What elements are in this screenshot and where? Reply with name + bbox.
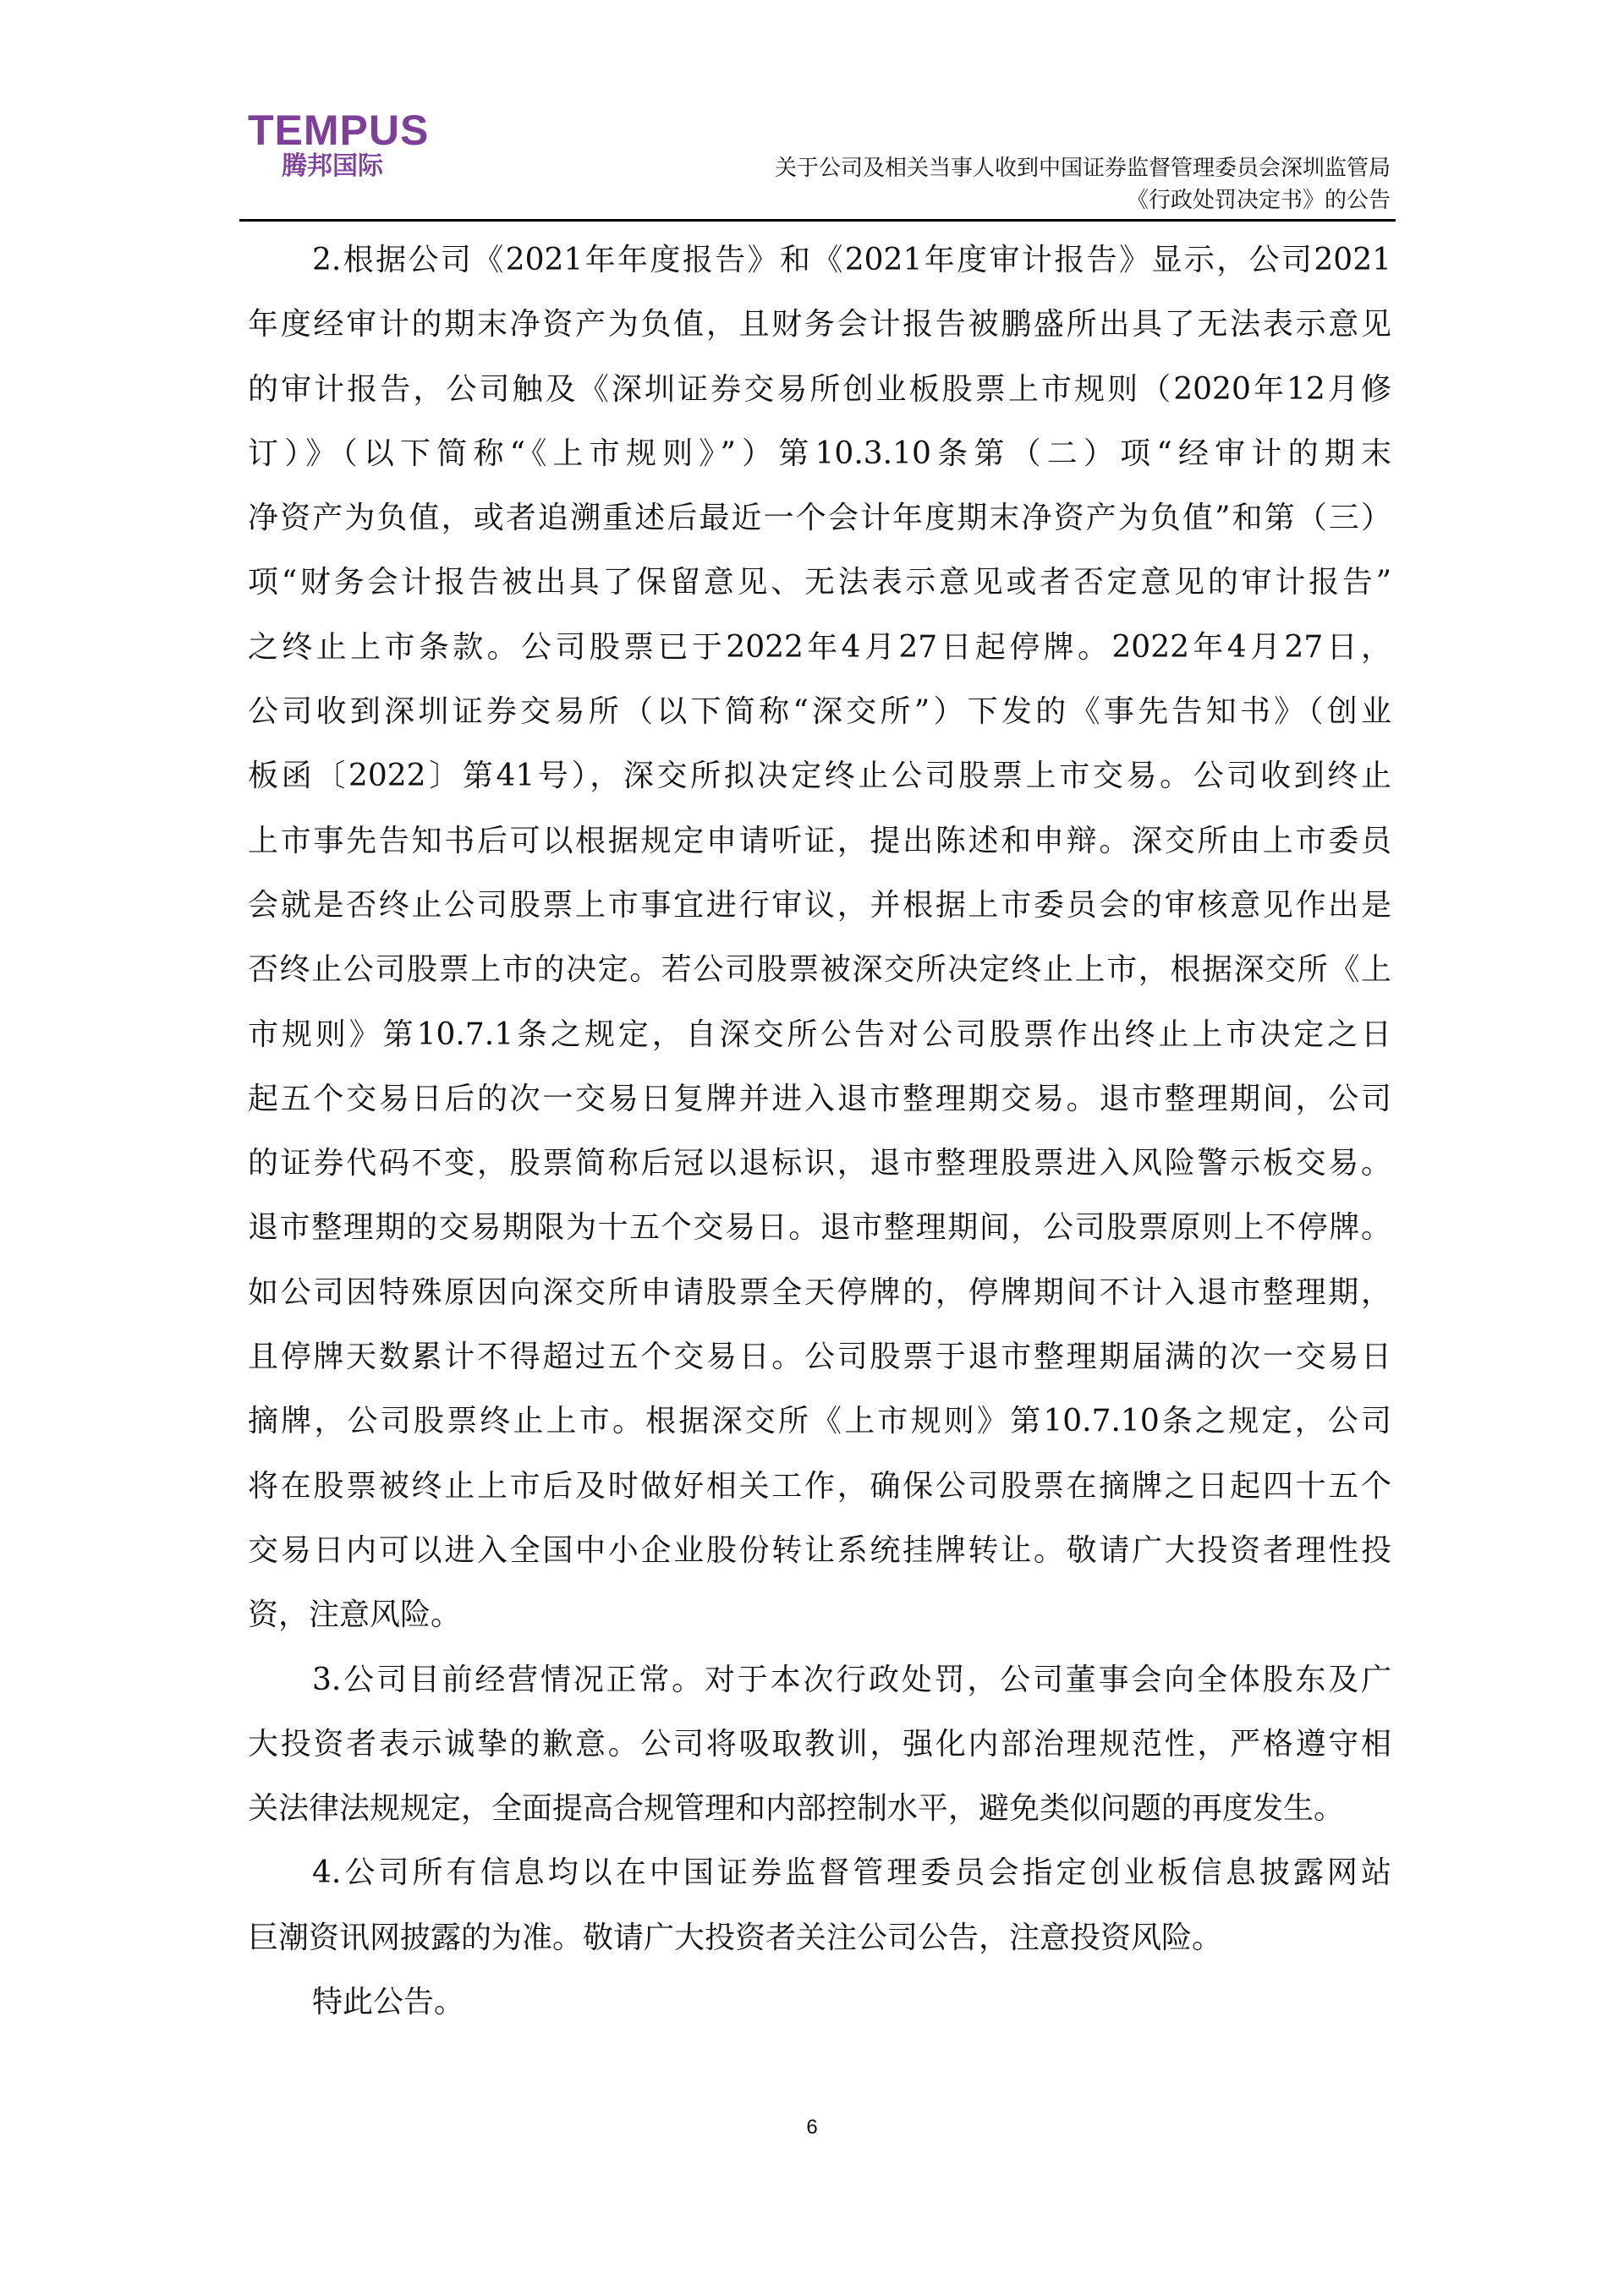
paragraph	[248, 1648, 1391, 1842]
text-line: 交易日内可以进入全国中小企业股份转让系统挂牌转让。敬请广大投资者理性投	[248, 1532, 1391, 1568]
text-line: 板函〔2022〕第41号），深交所拟决定终止公司股票上市交易。公司收到终止	[248, 759, 1391, 794]
text-line: 市规则》第10.7.1条之规定，自深交所公告对公司股票作出终止上市决定之日	[248, 1016, 1391, 1052]
text-line: 退市整理期的交易期限为十五个交易日。退市整理期间，公司股票原则上不停牌。	[248, 1210, 1391, 1246]
text-line: 上市事先告知书后可以根据规定申请听证，提出陈述和申辩。深交所由上市委员	[248, 823, 1391, 858]
header-rule	[239, 219, 1396, 222]
document-body	[248, 228, 1391, 2035]
text-line: 否终止公司股票上市的决定。若公司股票被深交所决定终止上市，根据深交所《上	[248, 952, 1391, 988]
header-title-line1: 关于公司及相关当事人收到中国证券监督管理委员会深圳监管局	[774, 156, 1391, 181]
text-line: 如公司因特殊原因向深交所申请股票全天停牌的，停牌期间不计入退市整理期，	[248, 1274, 1391, 1310]
paragraph	[248, 1970, 1391, 2035]
text-line: 摘牌，公司股票终止上市。根据深交所《上市规则》第10.7.10条之规定，公司	[248, 1404, 1391, 1439]
text-line: 公司收到深圳证券交易所（以下简称“深交所”）下发的《事先告知书》（创业	[248, 694, 1391, 730]
text-line: 大投资者表示诚挚的歉意。公司将吸取教训，强化内部治理规范性，严格遵守相	[248, 1726, 1391, 1762]
logo-en: TEMPUS	[248, 107, 430, 154]
logo-cn: 腾邦国际	[282, 151, 383, 181]
text-line: 项“财务会计报告被出具了保留意见、无法表示意见或者否定意见的审计报告”	[248, 565, 1391, 600]
paragraph	[248, 228, 1391, 1648]
text-line: 特此公告。	[312, 1985, 465, 2020]
text-line: 净资产为负值，或者追溯重述后最近一个会计年度期末净资产为负值”和第（三）	[248, 501, 1391, 536]
running-header	[775, 152, 1391, 216]
header-title-line2: 《行政处罚决定书》的公告	[1126, 188, 1391, 213]
text-line: 的证券代码不变，股票简称后冠以退标识，退市整理股票进入风险警示板交易。	[248, 1146, 1391, 1181]
text-line: 关法律法规规定，全面提高合规管理和内部控制水平，避免类似问题的再度发生。	[248, 1791, 1345, 1827]
text-line: 且停牌天数累计不得超过五个交易日。公司股票于退市整理期届满的次一交易日	[248, 1340, 1391, 1375]
page-number: 6	[806, 2116, 818, 2139]
text-line: 起五个交易日后的次一交易日复牌并进入退市整理期交易。退市整理期间，公司	[248, 1081, 1391, 1116]
text-line: 资，注意风险。	[248, 1597, 462, 1633]
text-line: 将在股票被终止上市后及时做好相关工作，确保公司股票在摘牌之日起四十五个	[248, 1468, 1391, 1504]
text-line: 会就是否终止公司股票上市事宜进行审议，并根据上市委员会的审核意见作出是	[248, 887, 1391, 923]
text-line: 2.根据公司《2021年年度报告》和《2021年度审计报告》显示，公司2021	[312, 243, 1391, 277]
text-line: 年度经审计的期末净资产为负值，且财务会计报告被鹏盛所出具了无法表示意见	[248, 307, 1391, 342]
text-line: 订）》（以下简称“《上市规则》”）第10.3.10条第（二）项“经审计的期末	[248, 436, 1391, 471]
text-line: 4.公司所有信息均以在中国证券监督管理委员会指定创业板信息披露网站	[312, 1855, 1391, 1891]
paragraph	[248, 1841, 1391, 1970]
text-line: 之终止上市条款。公司股票已于2022年4月27日起停牌。2022年4月27日，	[248, 629, 1391, 665]
text-line: 巨潮资讯网披露的为准。敬请广大投资者关注公司公告，注意投资风险。	[248, 1920, 1223, 1955]
text-line: 3.公司目前经营情况正常。对于本次行政处罚，公司董事会向全体股东及广	[312, 1662, 1391, 1697]
text-line: 的审计报告，公司触及《深圳证券交易所创业板股票上市规则（2020年12月修	[248, 371, 1391, 407]
company-logo	[248, 108, 429, 181]
